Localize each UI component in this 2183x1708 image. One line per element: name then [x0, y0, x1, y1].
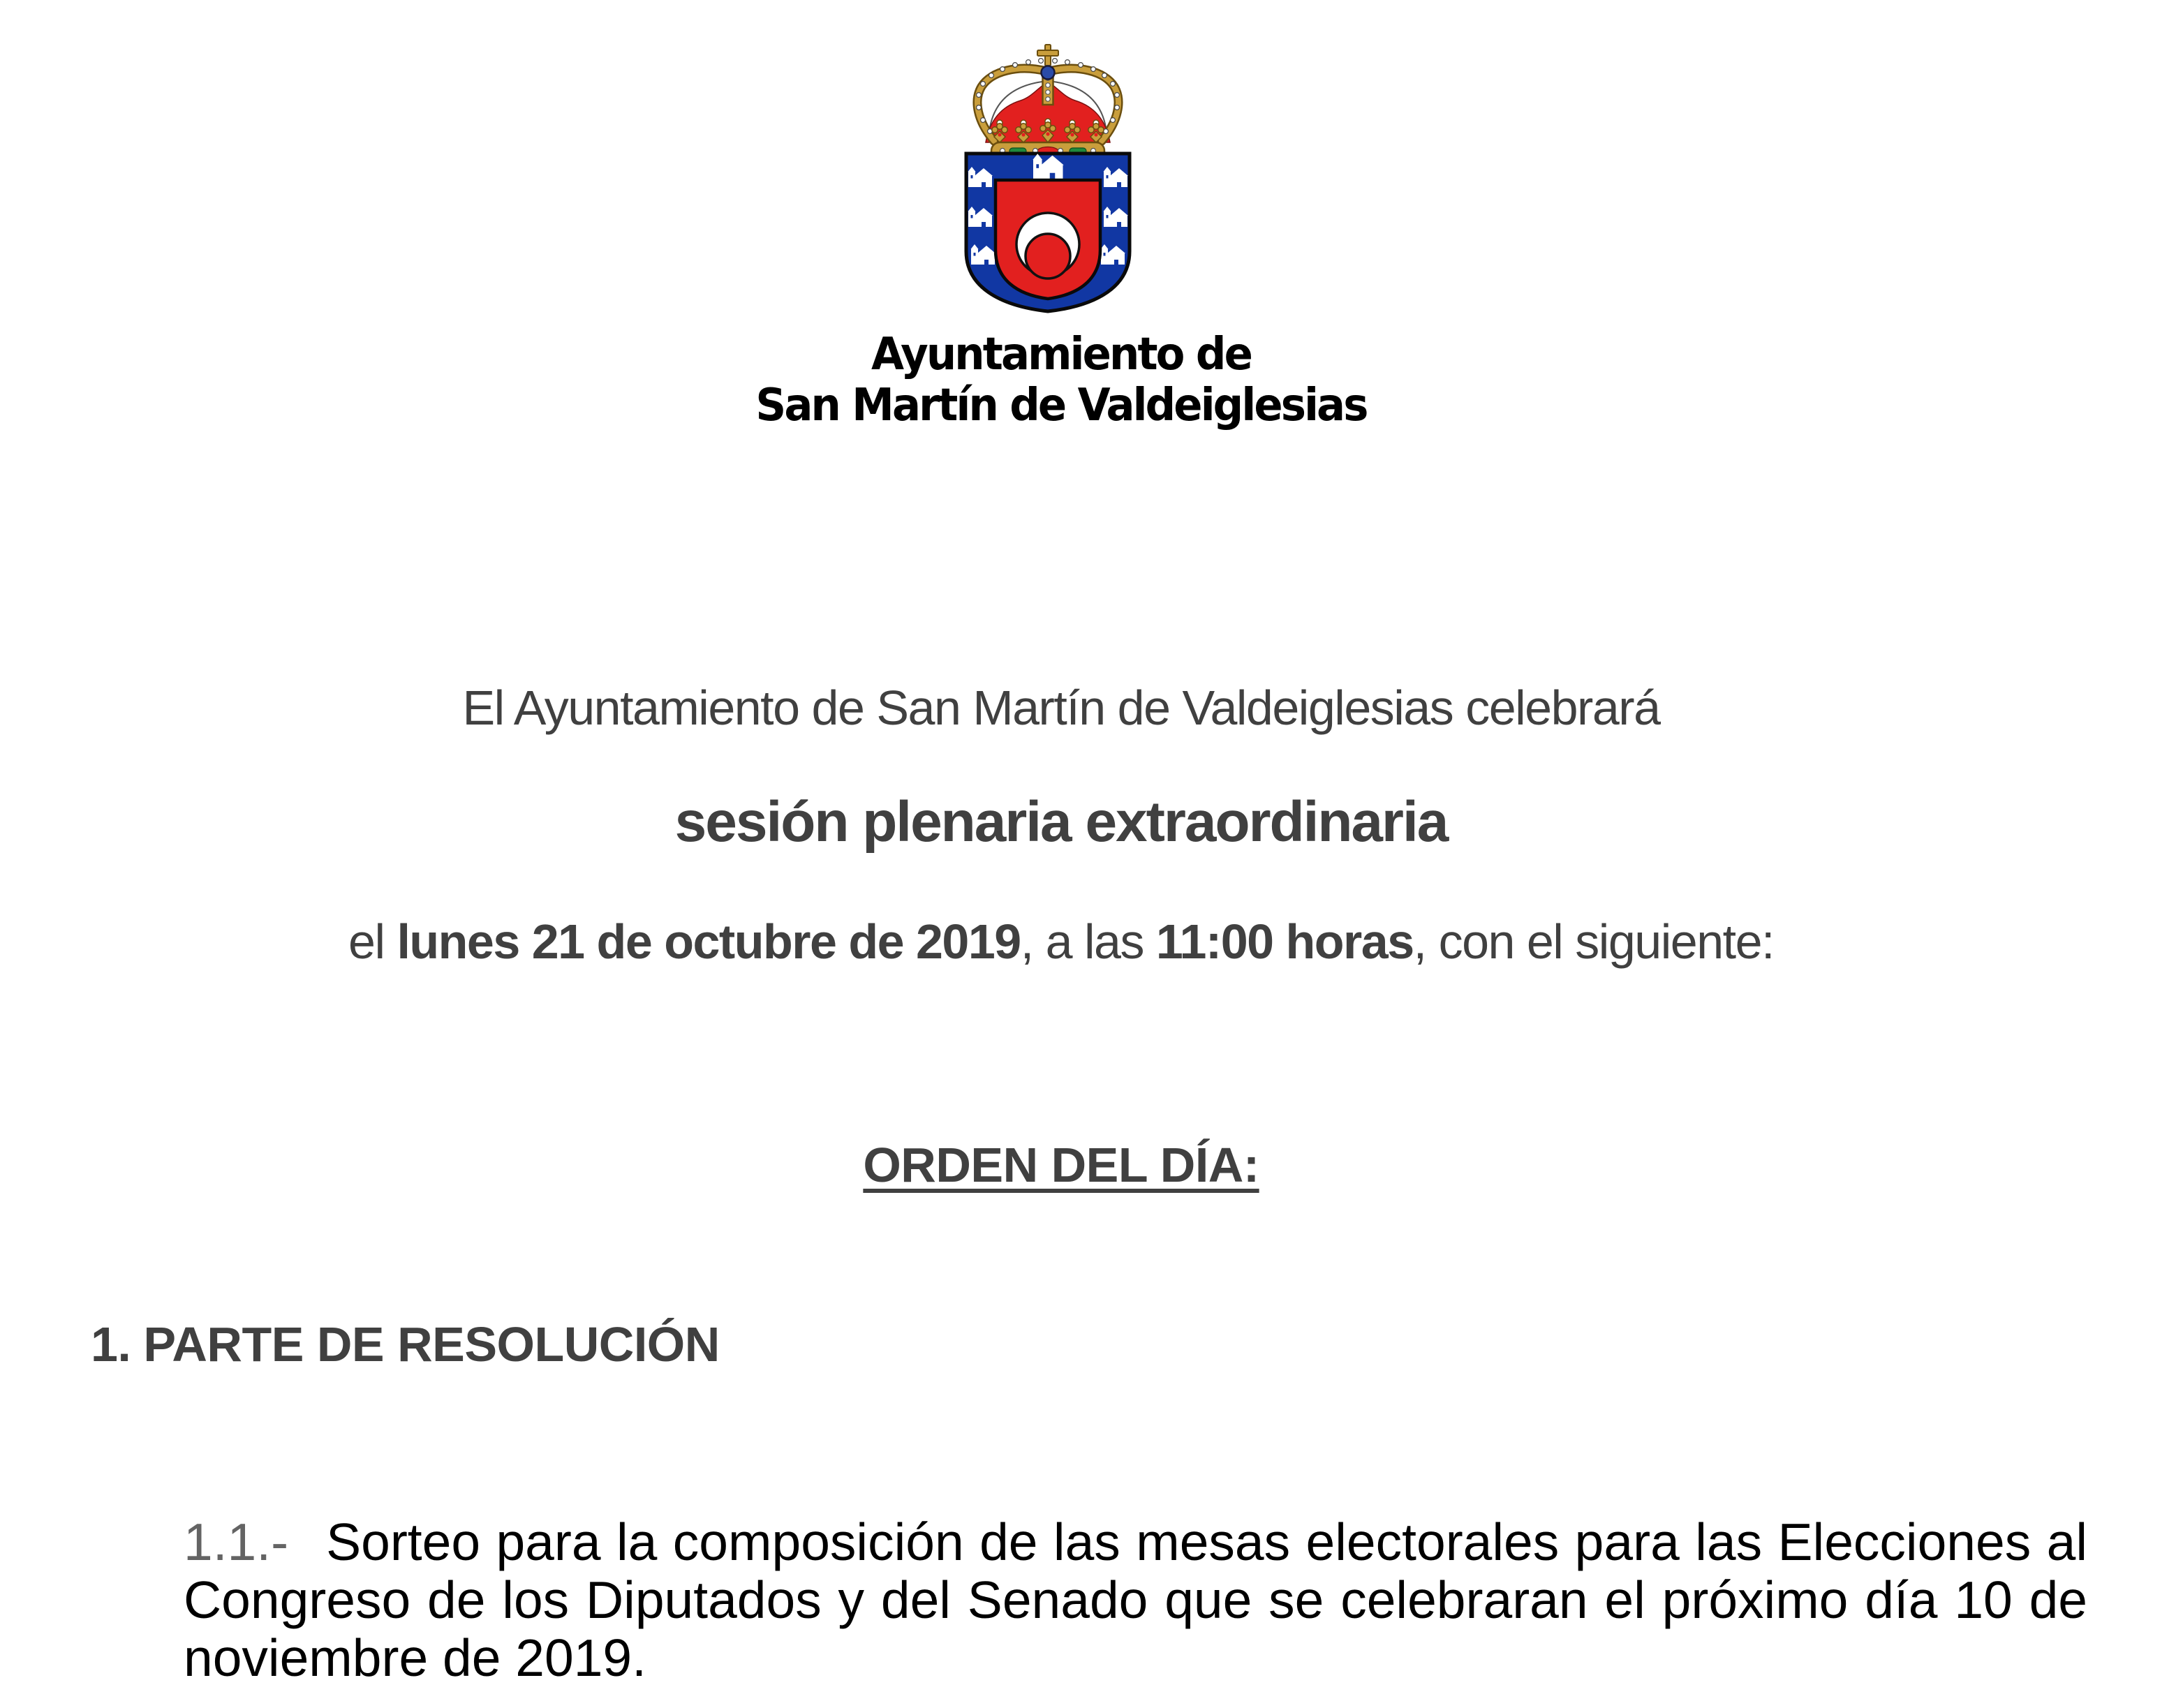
- organization-name-line1: Ayuntamiento de: [871, 329, 1251, 380]
- organization-name: [53, 329, 2069, 431]
- schedule-mid: , a las: [1020, 914, 1156, 969]
- agenda-section-heading: [91, 1316, 720, 1372]
- agenda-item-text: Sorteo para la composición de las mesas electorales para las Elecciones al Congreso de los Diputados y del Senado que se celebraran el próximo día 10 de noviembre de 2019.: [184, 1513, 2087, 1687]
- section-title: PARTE DE RESOLUCIÓN: [143, 1317, 720, 1372]
- section-number: 1.: [91, 1317, 131, 1372]
- agenda-item-number: 1.1.-: [184, 1513, 289, 1571]
- announcement-schedule: [0, 914, 2122, 970]
- schedule-date: lunes 21 de octubre de 2019: [397, 914, 1021, 969]
- schedule-post: , con el siguiente:: [1413, 914, 1774, 969]
- announcement-headline: sesión plenaria extraordinaria: [674, 790, 1448, 854]
- cross-icon: [1037, 50, 1058, 56]
- municipal-coat-of-arms: [962, 43, 1134, 315]
- schedule-pre: el: [348, 914, 397, 969]
- shield-icon: [966, 154, 1130, 311]
- announcement-intro: El Ayuntamiento de San Martín de Valdeiglesias celebrará: [462, 681, 1660, 735]
- organization-name-line2: San Martín de Valdeiglesias: [755, 380, 1367, 431]
- schedule-time: 11:00 horas: [1155, 914, 1414, 969]
- agenda-item: [184, 1513, 2087, 1687]
- orb-icon: [1042, 66, 1055, 80]
- royal-crown-icon: [977, 45, 1120, 161]
- agenda-heading: ORDEN DEL DÍA:: [863, 1138, 1259, 1192]
- crescent-icon: [1026, 234, 1070, 279]
